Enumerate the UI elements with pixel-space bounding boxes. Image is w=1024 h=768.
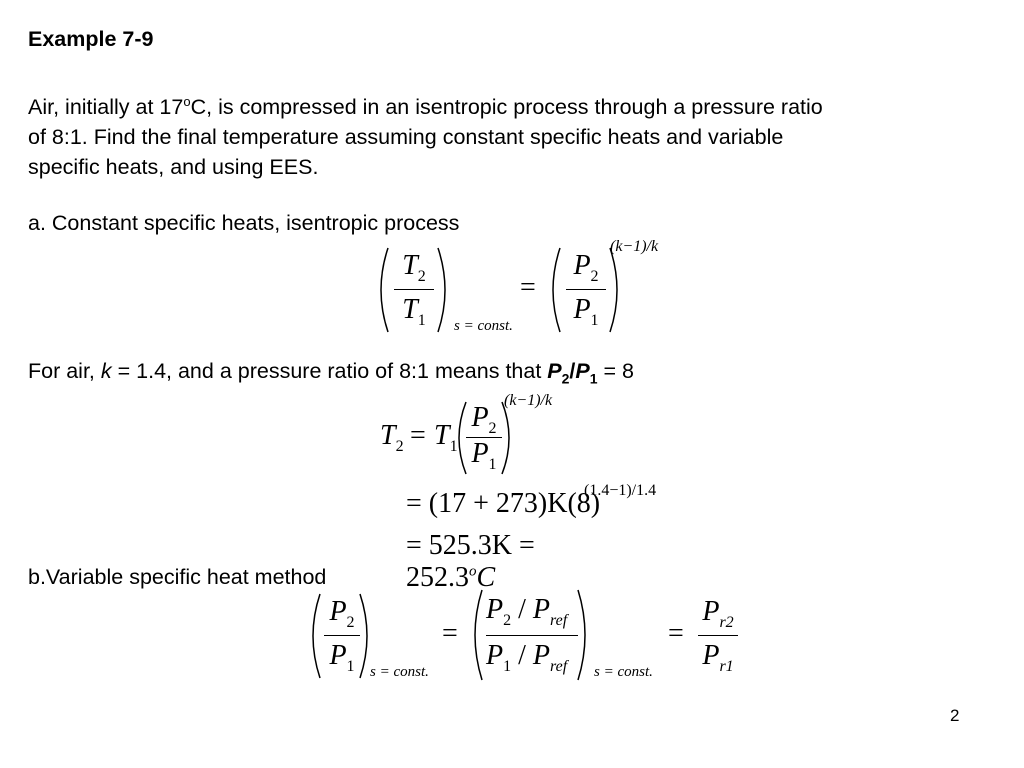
equals-sign: = xyxy=(520,272,536,303)
t2-result-equation xyxy=(406,530,626,593)
eq2-lhs: $T_2$ xyxy=(380,420,404,455)
eq2-denominator: $P_1$ xyxy=(471,438,497,473)
left-paren-icon xyxy=(544,246,564,334)
eq2-t1: $T_1$ xyxy=(434,420,458,455)
part-b-heading: b.Variable specific heat method xyxy=(28,565,327,589)
right-paren-icon xyxy=(574,588,594,682)
eq4-unit: C xyxy=(476,562,496,593)
left-paren-icon xyxy=(466,588,486,682)
fraction-bar xyxy=(566,289,606,290)
eq5-ref-numerator: $P_2 / P_{ref}$ xyxy=(486,594,568,629)
left-paren-icon xyxy=(304,592,324,680)
eq2-exponent: (k−1)/k xyxy=(504,392,553,409)
eq1-p-denominator: $P_1$ xyxy=(573,294,599,329)
eq1-condition: s = const. xyxy=(454,318,513,334)
eq1-numerator: $T_2$ xyxy=(402,250,426,285)
eq1-exponent: (k−1)/k xyxy=(610,238,659,255)
t2-substitution-equation xyxy=(406,482,666,526)
eq1-denominator: $T_1$ xyxy=(402,294,426,329)
right-paren-icon xyxy=(434,246,454,334)
right-paren-icon xyxy=(498,400,518,476)
problem-line-2: of 8:1. Find the final temperature assuming constant specific heats and variable xyxy=(28,125,784,150)
eq5-ref-denominator: $P_1 / P_{ref}$ xyxy=(486,640,568,675)
isentropic-temperature-ratio-equation xyxy=(372,238,692,336)
eq5-denominator: $P_1$ xyxy=(329,640,355,675)
eq5-pr-denominator: $P_{r1}$ xyxy=(702,640,734,675)
fraction-bar xyxy=(698,635,738,636)
problem-statement xyxy=(28,87,823,182)
equals-sign: = xyxy=(668,618,684,649)
eq2-numerator: $P_2$ xyxy=(471,402,497,437)
slide-title: Example 7-9 xyxy=(28,27,154,51)
problem-line-3: specific heats, and using EES. xyxy=(28,155,319,180)
left-paren-icon xyxy=(372,246,392,334)
page-number: 2 xyxy=(950,706,960,725)
variable-specific-heat-equation xyxy=(304,588,744,684)
problem-line-1: Air, initially at 17$^o$C, is compressed in an isentropic process through a pressure ratio xyxy=(28,94,823,120)
eq5-condition-2: s = const. xyxy=(594,664,653,680)
fraction-bar xyxy=(394,289,434,290)
for-air-statement: For air, k = 1.4, and a pressure ratio of 8:1 means that $P_2/P_1 = 8$ xyxy=(28,359,635,387)
eq3-text: = (17 + 273)K(8) xyxy=(406,488,601,519)
eq5-condition: s = const. xyxy=(370,664,429,680)
degree-symbol: o xyxy=(469,563,477,580)
eq3-exponent: (1.4−1)/1.4 xyxy=(584,482,657,499)
right-paren-icon xyxy=(606,246,626,334)
fraction-bar xyxy=(324,635,360,636)
fraction-bar xyxy=(486,635,578,636)
eq1-p-numerator: $P_2$ xyxy=(573,250,599,285)
part-a-heading: a. Constant specific heats, isentropic process xyxy=(28,211,460,235)
eq5-pr-numerator: $P_{r2}$ xyxy=(702,596,734,631)
t2-formula-equation xyxy=(380,392,580,478)
equals-sign: = xyxy=(442,618,458,649)
eq4-text: = 525.3K = 252.3 xyxy=(406,530,535,593)
eq5-numerator: $P_2$ xyxy=(329,596,355,631)
equals-sign: = xyxy=(410,420,426,451)
